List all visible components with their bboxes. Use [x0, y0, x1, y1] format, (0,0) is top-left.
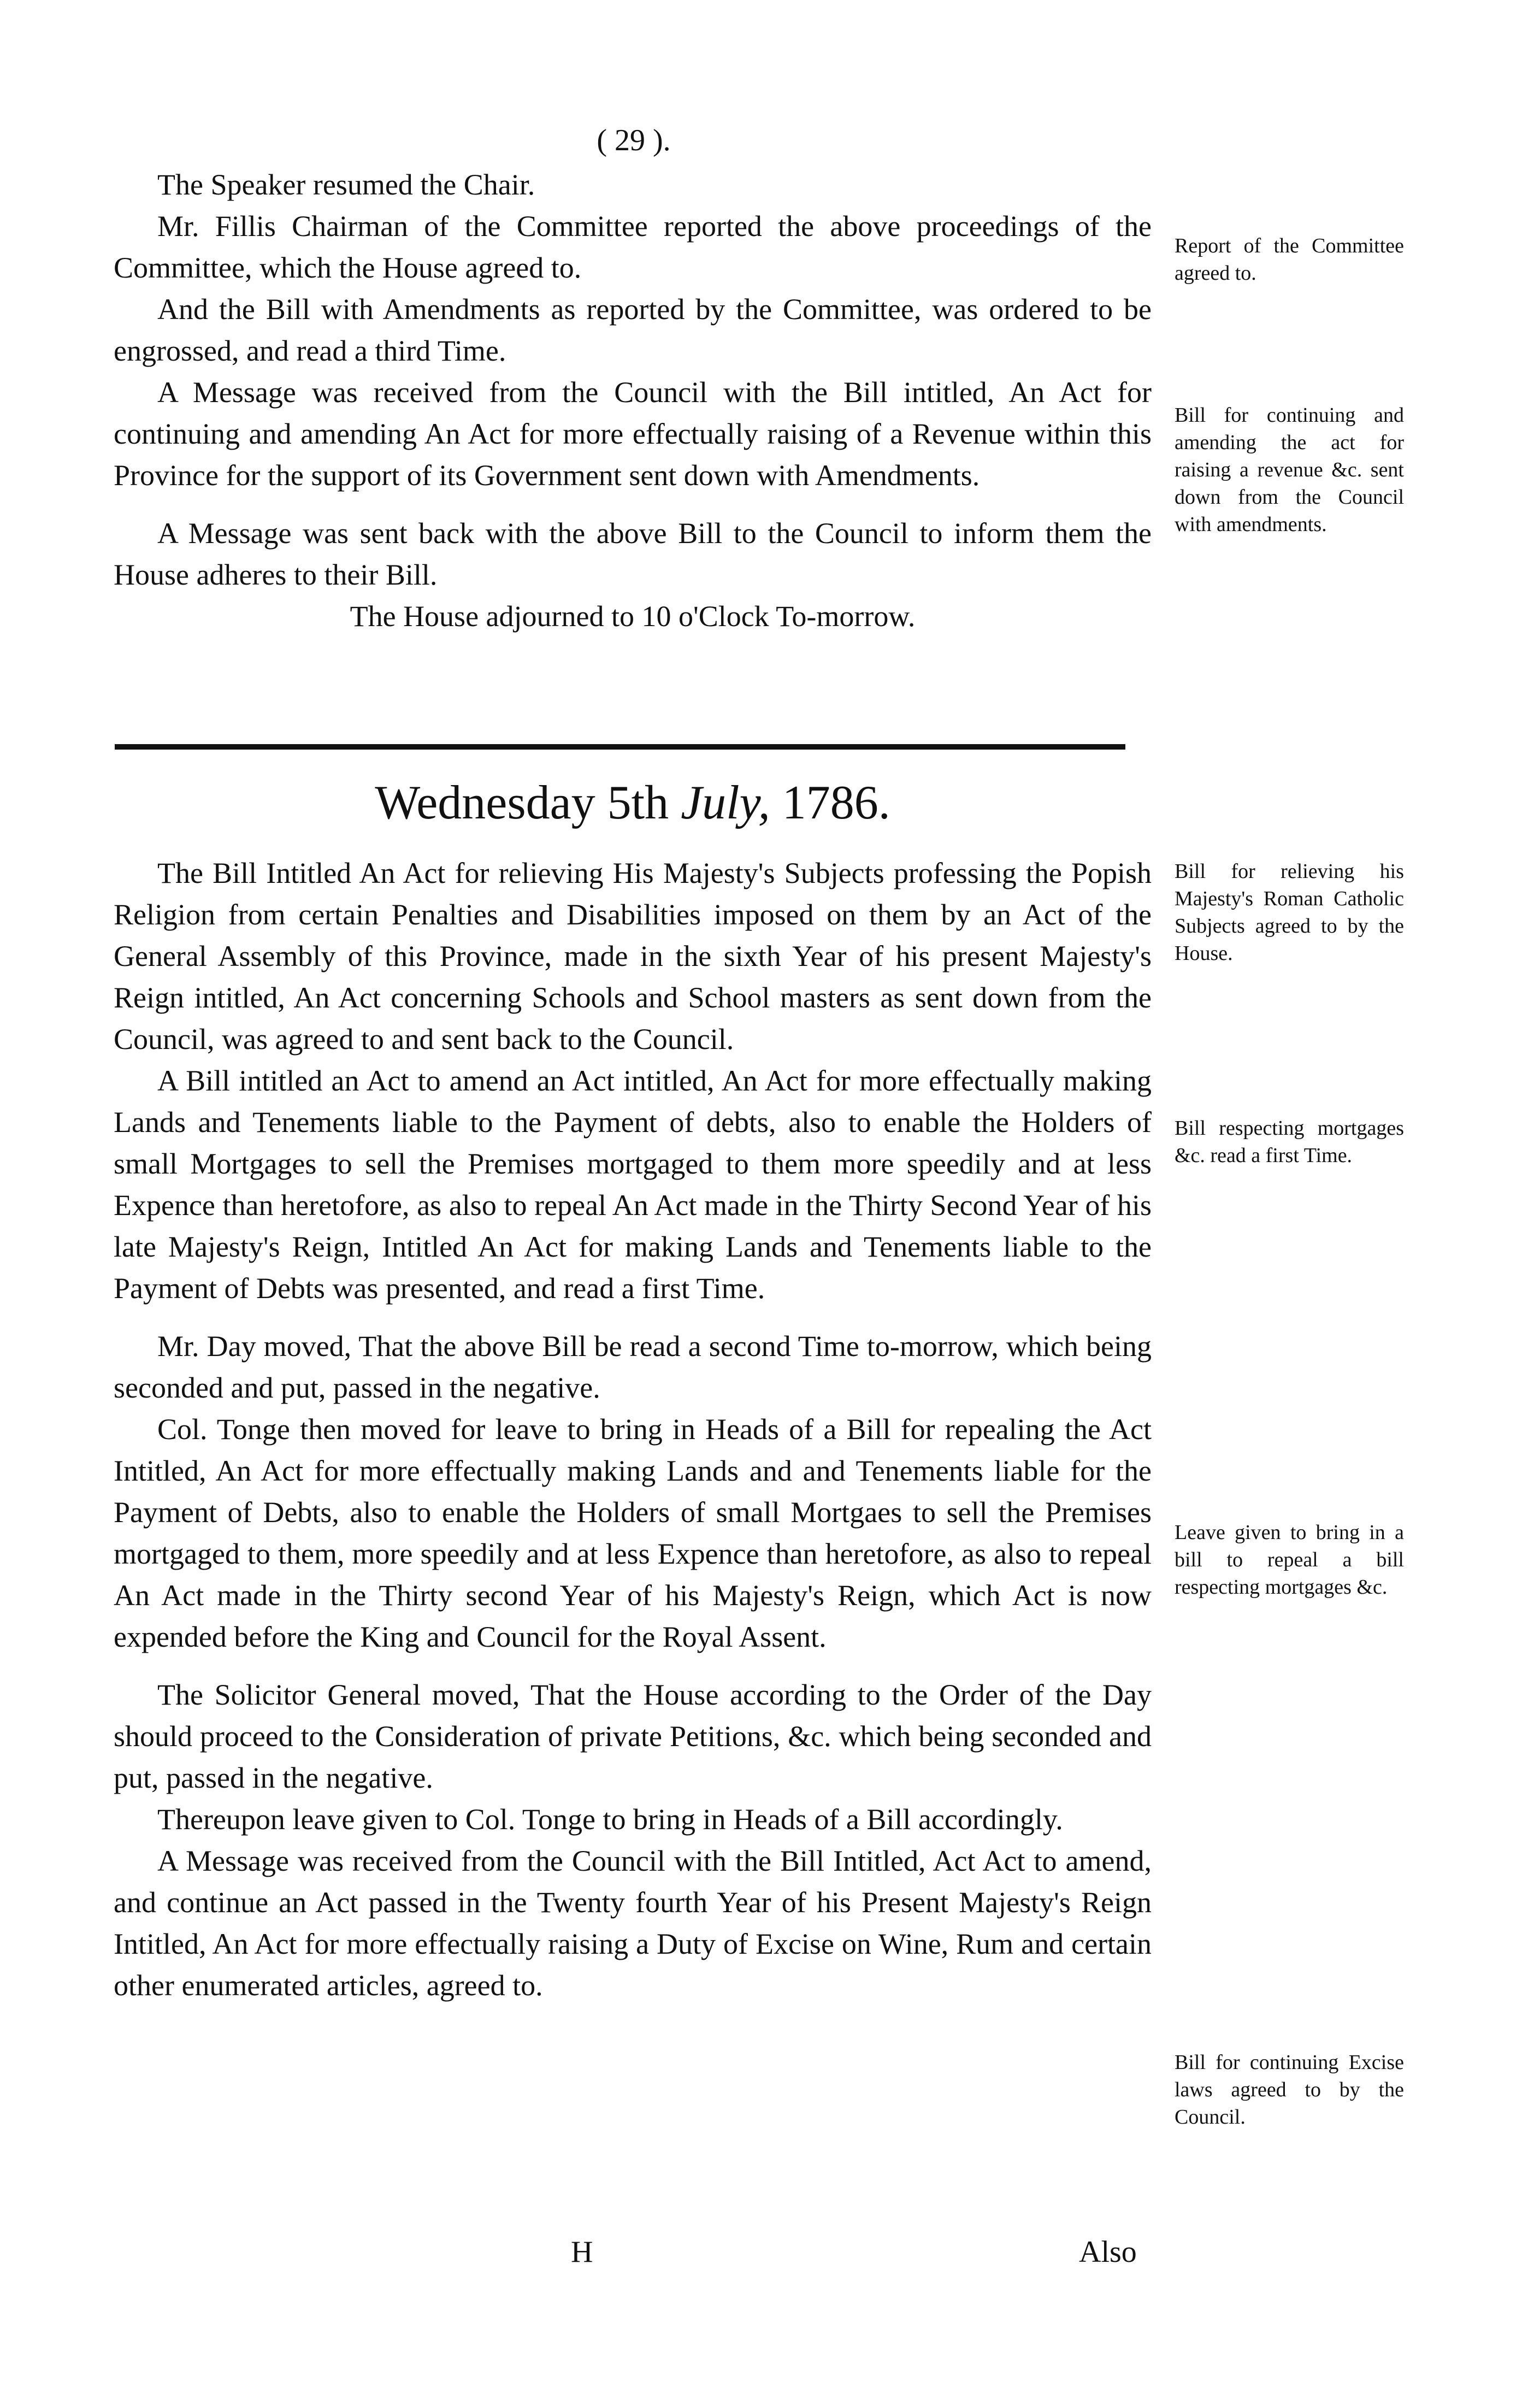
margin-note-committee: Report of the Committee agreed to. — [1175, 234, 1404, 285]
margin-note-revenue-bill: Bill for continuing and amending the act for raising a revenue &c. sent down from the Council with amendments. — [1175, 404, 1404, 536]
date-heading — [114, 773, 1152, 833]
paragraph-mortgage-bill: A Bill intitled an Act to amend an Act intitled, An Act for more effectually making Lands and Tenements liable to the Payment of debts, also to enable the Holders of small Mortgages to sell the Premises mortgaged to them more speedily and at less Expence than heretofore, as also to repeal An Act made in the Thirty Second Year of his late Majesty's Reign, Intitled An Act for making Lands and Tenements liable to the Payment of Debts was presented, and read a first Time. — [114, 1064, 1152, 1305]
paragraph-committee-report: Mr. Fillis Chairman of the Committee reported the above proceedings of the Committee, which the House agreed to. — [114, 210, 1152, 284]
paragraph-speaker: The Speaker resumed the Chair. — [157, 168, 535, 201]
paragraph-bill-engrossed: And the Bill with Amendments as reported by the Committee, was ordered to be engrossed, and read a third Time. — [114, 293, 1152, 367]
signature-mark: H — [571, 2235, 593, 2269]
paragraph-message-sent-back: A Message was sent back with the above Bill to the Council to inform them the House adheres to their Bill. — [114, 517, 1152, 591]
date-year: 1786. — [782, 776, 890, 829]
paragraph-leave-given: Thereupon leave given to Col. Tonge to bring in Heads of a Bill accordingly. — [157, 1803, 1063, 1836]
page-number: ( 29 ). — [597, 123, 671, 157]
section-2-text — [114, 852, 1152, 2006]
paragraph-solicitor-motion: The Solicitor General moved, That the House according to the Order of the Day should proceed to the Consideration of private Petitions, &c. which being seconded and put, passed in the negative. — [114, 1678, 1152, 1794]
paragraph-council-message: A Message was received from the Council with the Bill intitled, An Act for continuing and amending An Act for more effectually raising of a Revenue within this Province for the support of its Government sent down with Amendments. — [114, 376, 1152, 492]
date-month: July, — [681, 776, 770, 829]
paragraph-excise-bill: A Message was received from the Council with the Bill Intitled, Act Act to amend, and continue an Act passed in the Twenty fourth Year of his Present Majesty's Reign Intitled, An Act for more effectually raising a Duty of Excise on Wine, Rum and certain other enumerated articles, agreed to. — [114, 1844, 1152, 2002]
margin-note-leave-repeal: Leave given to bring in a bill to repeal a bill respecting mortgages &c. — [1175, 1521, 1404, 1599]
paragraph-adjourned: The House adjourned to 10 o'Clock To-morrow. — [350, 600, 916, 633]
paragraph-tonge-motion: Col. Tonge then moved for leave to bring in Heads of a Bill for repealing the Act Intitled, An Act for more effectually making Lands and and Tenements liable for the Payment of Debts, also to enable the Holders of small Mortgaes to sell the Premises mortgaged to them, more speedily and at less Expence than heretofore, as also to repeal An Act made in the Thirty second Year of his Majesty's Reign, which Act is now expended before the King and Council for the Royal Assent. — [114, 1413, 1152, 1653]
paragraph-popish-bill: The Bill Intitled An Act for relieving His Majesty's Subjects professing the Popish Religion from certain Penalties and Disabilities imposed on them by an Act of the General Assembly of this Province, made in the sixth Year of his present Majesty's Reign intitled, An Act concerning Schools and School masters as sent down from the Council, was agreed to and sent back to the Council. — [114, 857, 1152, 1056]
margin-note-roman-catholic: Bill for relieving his Majesty's Roman Catholic Subjects agreed to by the House. — [1175, 860, 1404, 965]
section-1-text — [114, 164, 1152, 637]
margin-note-excise: Bill for continuing Excise laws agreed to by the Council. — [1175, 2051, 1404, 2129]
margin-note-mortgages-first-reading: Bill respecting mortgages &c. read a first Time. — [1175, 1117, 1404, 1167]
catchword: Also — [1079, 2235, 1137, 2269]
section-divider — [115, 744, 1125, 750]
date-day: Wednesday 5th — [375, 776, 669, 829]
paragraph-day-motion: Mr. Day moved, That the above Bill be read a second Time to-morrow, which being seconded and put, passed in the negative. — [114, 1330, 1152, 1404]
